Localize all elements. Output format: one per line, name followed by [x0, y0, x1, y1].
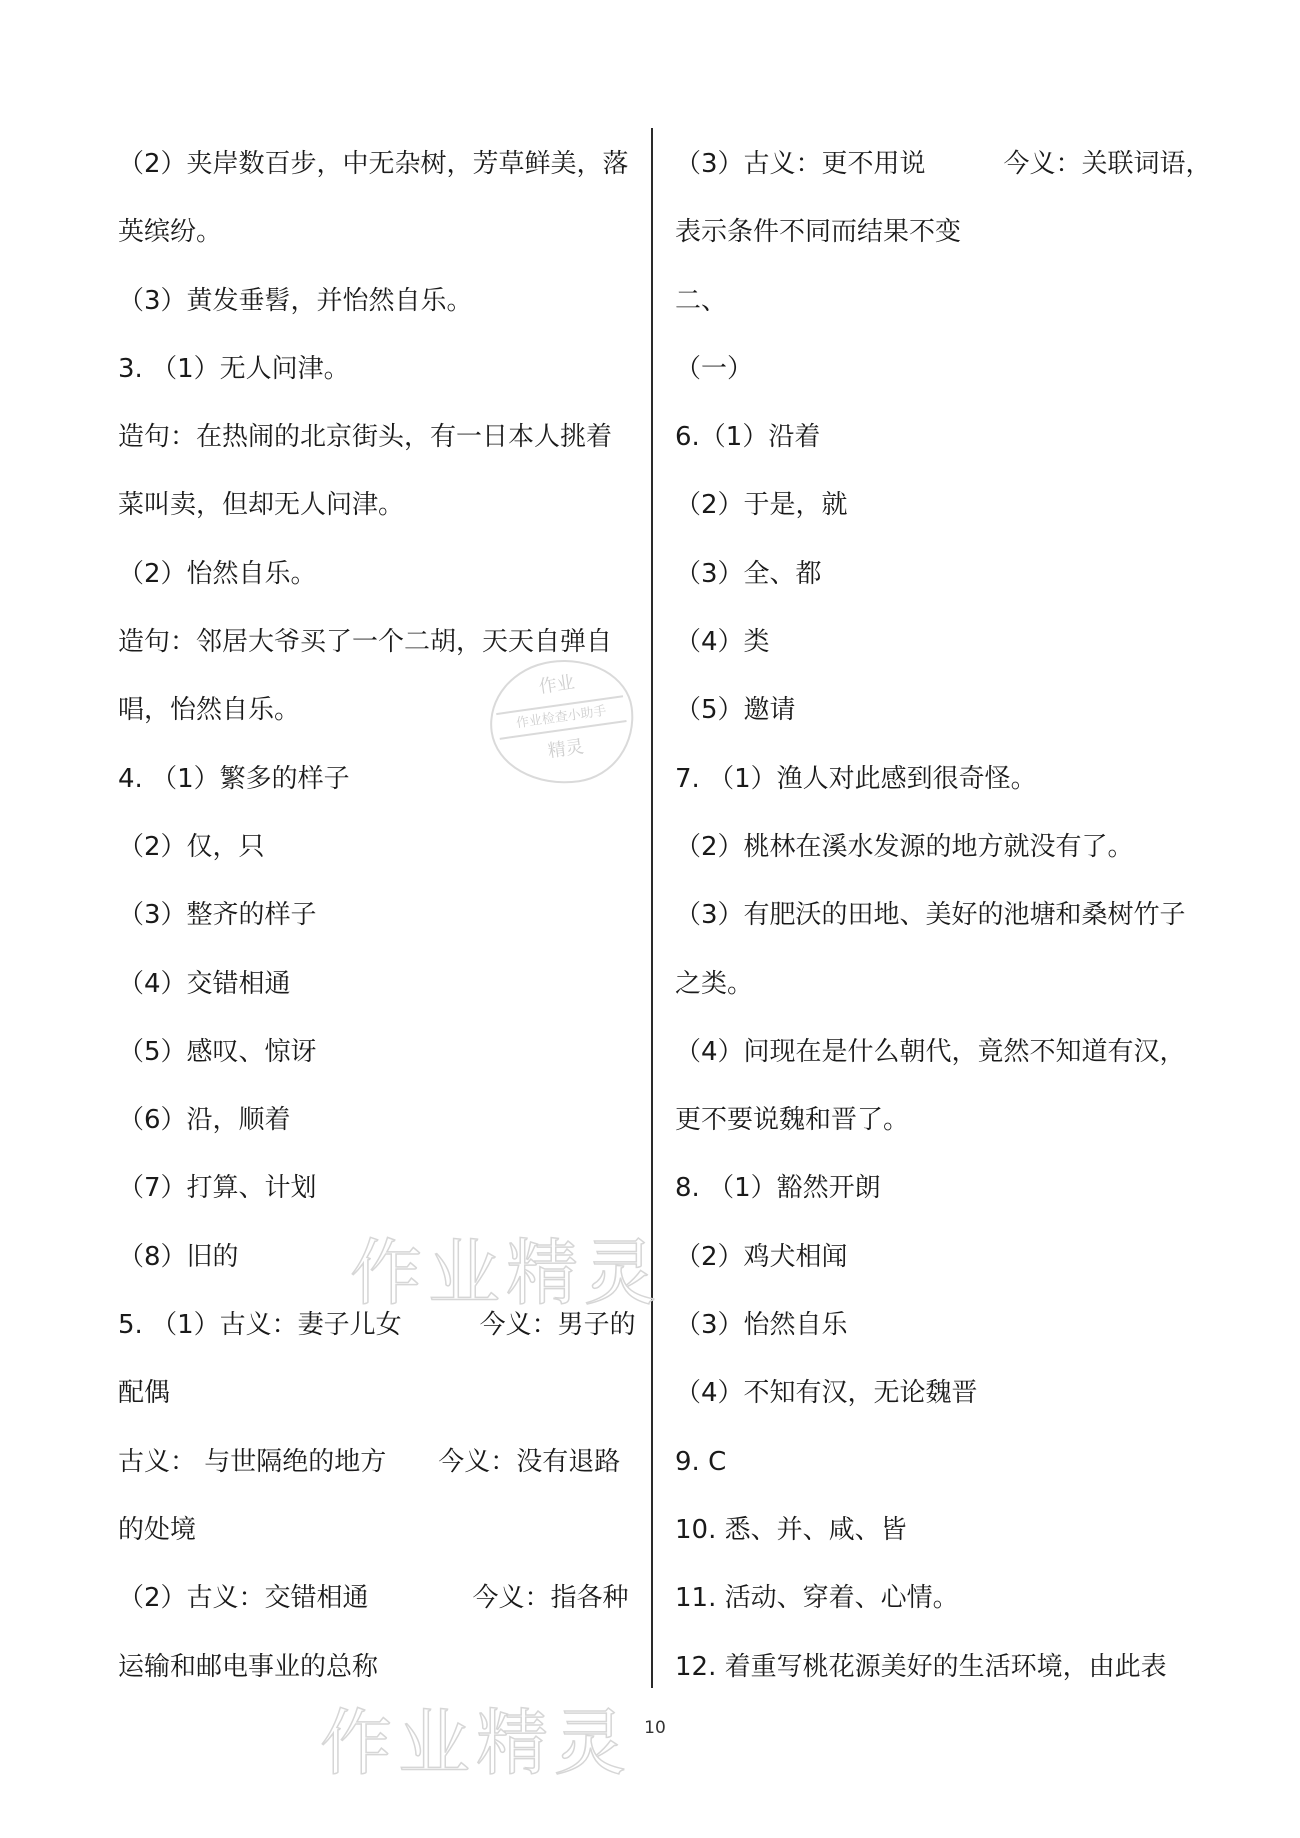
answer-line: 菜叫卖，但却无人问津。 — [118, 490, 405, 521]
answer-line: 表示条件不同而结果不变 — [675, 217, 962, 248]
watermark-text: 作业精灵 — [320, 1701, 633, 1785]
answer-line: 4. （1）繁多的样子 — [118, 763, 350, 794]
answer-line: （2）夹岸数百步，中无杂树，芳草鲜美，落 — [118, 149, 629, 179]
answer-line: 7. （1）渔人对此感到很奇怪。 — [675, 763, 1037, 794]
answer-line: 5. （1）古义：妻子儿女 今义：男子的 — [118, 1310, 636, 1341]
answer-line: 之类。 — [675, 968, 754, 999]
answer-line: 9. C — [675, 1446, 727, 1477]
page-number: 10 — [644, 1718, 666, 1738]
answer-line: （3）古义：更不用说 今义：关联词语， — [675, 149, 1212, 179]
answer-line: （3）全、都 — [675, 558, 822, 589]
answer-line: （2）于是，就 — [675, 490, 848, 521]
answer-line: 11. 活动、穿着、心情。 — [675, 1583, 959, 1614]
answer-line: （3）怡然自乐 — [675, 1310, 848, 1341]
answer-line: （4）问现在是什么朝代，竟然不知道有汉， — [675, 1036, 1186, 1067]
column-divider — [651, 128, 653, 1688]
answer-line: 古义： 与世隔绝的地方 今义：没有退路 — [118, 1446, 621, 1477]
answer-line: （4）类 — [675, 627, 770, 658]
answer-line: （2）古义：交错相通 今义：指各种 — [118, 1583, 629, 1614]
answer-line: 的处境 — [118, 1514, 197, 1545]
answer-line: 6.（1）沿着 — [675, 422, 821, 453]
answer-line: 唱，怡然自乐。 — [118, 695, 301, 726]
answer-line: （7）打算、计划 — [118, 1173, 317, 1204]
left-answer-column — [118, 130, 638, 1701]
answer-line: （5）感叹、惊讶 — [118, 1036, 317, 1067]
answer-line: （6）沿，顺着 — [118, 1105, 291, 1136]
stamp-band-text: 作业检查小助手 — [496, 695, 627, 740]
answer-line: （2）桃林在溪水发源的地方就没有了。 — [675, 831, 1134, 862]
answer-line: 12. 着重写桃花源美好的生活环境，由此表 — [675, 1651, 1167, 1682]
answer-line: （2）仅，只 — [118, 831, 265, 862]
answer-line: 造句：在热闹的北京街头，有一日本人挑着 — [118, 422, 613, 453]
stamp-top-text: 作业 — [537, 671, 577, 698]
answer-line: 运输和邮电事业的总称 — [118, 1651, 379, 1682]
right-answer-column — [675, 130, 1212, 1701]
answer-line: （8）旧的 — [118, 1241, 239, 1272]
answer-line: 配偶 — [118, 1378, 171, 1409]
answer-line: 造句：邻居大爷买了一个二胡，天天自弹自 — [118, 627, 613, 658]
answer-line: （3）黄发垂髫，并怡然自乐。 — [118, 285, 473, 316]
answer-line: 10. 悉、并、咸、皆 — [675, 1514, 907, 1545]
answer-line: （4）不知有汉，无论魏晋 — [675, 1378, 978, 1409]
answer-line: 英缤纷。 — [118, 217, 223, 248]
watermark-text: 作业精灵 — [350, 1231, 663, 1315]
section-heading: 二、 — [675, 285, 728, 316]
answer-line: （2）怡然自乐。 — [118, 558, 317, 589]
answer-line: 8. （1）豁然开朗 — [675, 1173, 881, 1204]
section-subheading: （一） — [675, 353, 754, 384]
answer-line: （4）交错相通 — [118, 968, 291, 999]
answer-line: 3. （1）无人问津。 — [118, 353, 350, 384]
stamp-bottom-text: 精灵 — [546, 736, 586, 763]
answer-line: （3）有肥沃的田地、美好的池塘和桑树竹子 — [675, 900, 1186, 931]
answer-line: （2）鸡犬相闻 — [675, 1241, 848, 1272]
answer-line: （3）整齐的样子 — [118, 900, 317, 931]
answer-line: 更不要说魏和晋了。 — [675, 1105, 910, 1136]
answer-line: （5）邀请 — [675, 695, 796, 726]
